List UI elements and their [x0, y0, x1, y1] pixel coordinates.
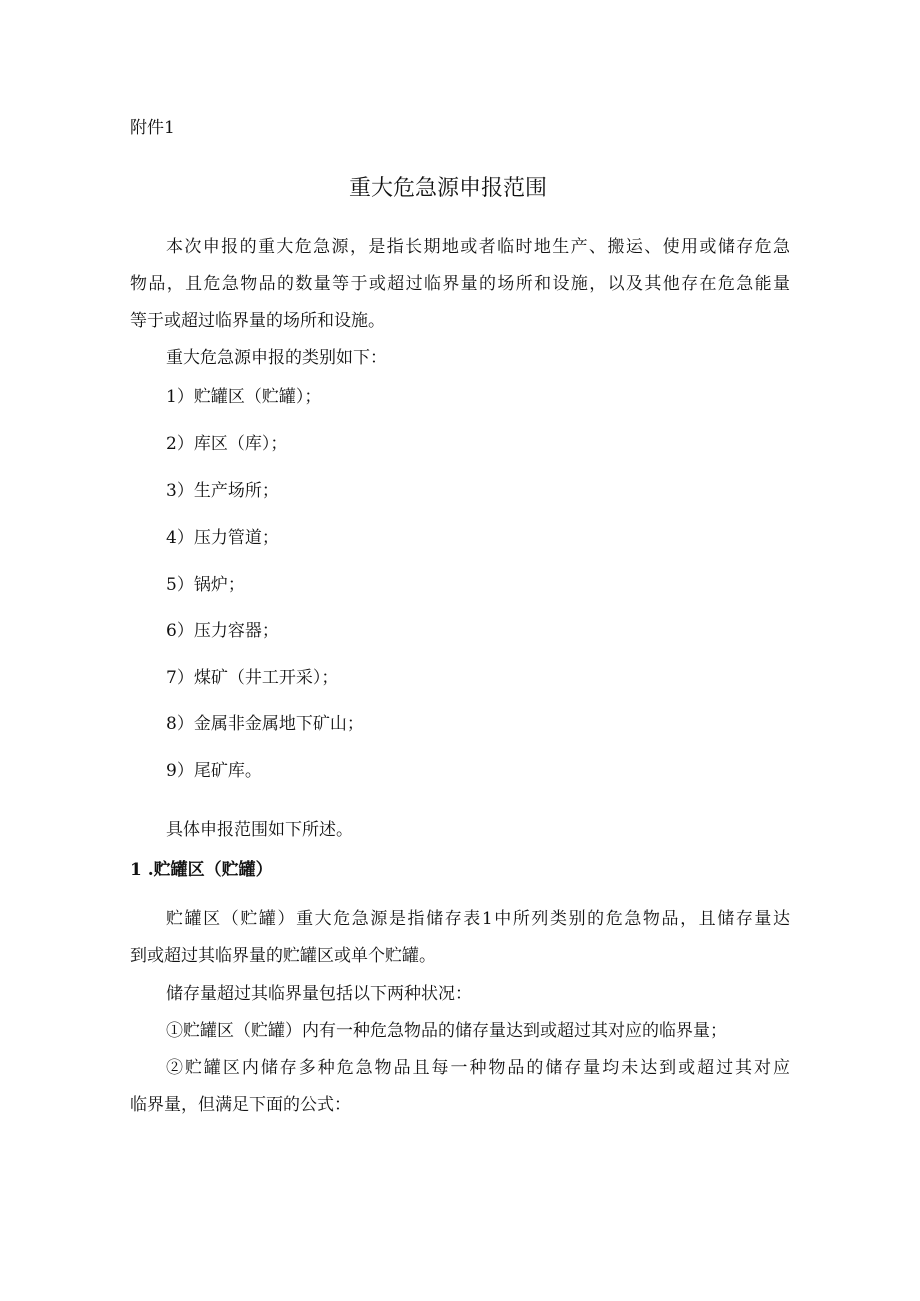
- section1-item1: ①贮罐区（贮罐）内有一种危急物品的储存量达到或超过其对应的临界量；: [166, 1021, 727, 1041]
- section1-para1-line2: 到或超过其临界量的贮罐区或单个贮罐。: [130, 946, 436, 966]
- category-item: 5）锅炉；: [166, 575, 245, 595]
- section-heading: 1 .贮罐区（贮罐）: [130, 860, 273, 880]
- category-item: 6）压力容器；: [166, 621, 279, 641]
- intro-line-2: 物品，且危急物品的数量等于或超过临界量的场所和设施，以及其他存在危急能量: [130, 274, 790, 294]
- section1-para2: 储存量超过其临界量包括以下两种状况：: [166, 984, 472, 1004]
- page-title: 重大危急源申报范围: [349, 176, 548, 201]
- category-item: 4）压力管道；: [166, 528, 279, 548]
- intro-line-1: 本次申报的重大危急源，是指长期地或者临时地生产、搬运、使用或储存危急: [166, 237, 790, 257]
- categories-intro: 重大危急源申报的类别如下：: [166, 348, 387, 368]
- section1-item2-line1: ②贮罐区内储存多种危急物品且每一种物品的储存量均未达到或超过其对应: [166, 1058, 790, 1078]
- category-item: 9）尾矿库。: [166, 761, 262, 781]
- category-item: 3）生产场所；: [166, 481, 279, 501]
- category-item: 7）煤矿（井工开采）；: [166, 668, 339, 688]
- intro-line-3: 等于或超过临界量的场所和设施。: [130, 311, 385, 331]
- scope-intro: 具体申报范围如下所述。: [166, 820, 353, 840]
- category-item: 8）金属非金属地下矿山；: [166, 714, 364, 734]
- category-item: 2）库区（库）；: [166, 434, 288, 454]
- section1-para1-line1: 贮罐区（贮罐）重大危急源是指储存表1中所列类别的危急物品，且储存量达: [166, 909, 790, 929]
- section1-item2-line2: 临界量，但满足下面的公式：: [130, 1095, 351, 1115]
- category-item: 1）贮罐区（贮罐）；: [166, 387, 322, 407]
- attachment-label: 附件1: [130, 118, 175, 138]
